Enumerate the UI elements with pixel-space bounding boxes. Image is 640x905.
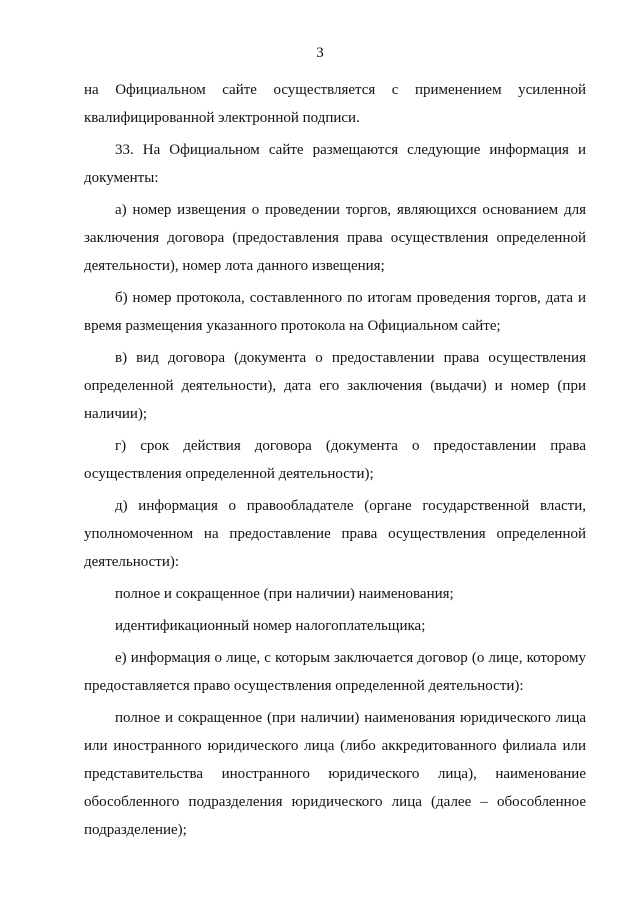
paragraph-item-33: 33. На Официальном сайте размещаются следующие информация и документы: [84,142,586,186]
paragraph-subitem-d: д) информация о правообладателе (органе государственной власти, уполномоченном на предоставление права осуществления определенной деятельности): [84,498,586,570]
paragraph-subitem-v: в) вид договора (документа о предоставлении права осуществления определенной деятельности), дата его заключения (выдачи) и номер (при наличии); [84,350,586,422]
paragraph-subitem-b: б) номер протокола, составленного по итогам проведения торгов, дата и время размещения указанного протокола на Официальном сайте; [84,290,586,334]
paragraph-subitem-g: г) срок действия договора (документа о предоставлении права осуществления определенной деятельности); [84,438,586,482]
paragraph-full-short-names: полное и сокращенное (при наличии) наименования; [115,586,454,602]
paragraph-legal-entity-names: полное и сокращенное (при наличии) наименования юридического лица или иностранного юридического лица (либо аккредитованного филиала или представительства иностранного юридического лица), наименование обособленного подразделения юридического лица (далее – обособленное подразделение); [84,710,586,838]
paragraph-taxpayer-id: идентификационный номер налогоплательщика; [115,618,426,634]
document-body [84,76,586,848]
paragraph-subitem-a: а) номер извещения о проведении торгов, являющихся основанием для заключения договора (предоставления права осуществления определенной деятельности), номер лота данного извещения; [84,202,586,274]
paragraph-subitem-e: е) информация о лице, с которым заключается договор (о лице, которому предоставляется право осуществления определенной деятельности): [84,650,586,694]
paragraph-continuation: на Официальном сайте осуществляется с применением усиленной квалифицированной электронной подписи. [84,82,586,126]
page-number: 3 [316,45,324,61]
